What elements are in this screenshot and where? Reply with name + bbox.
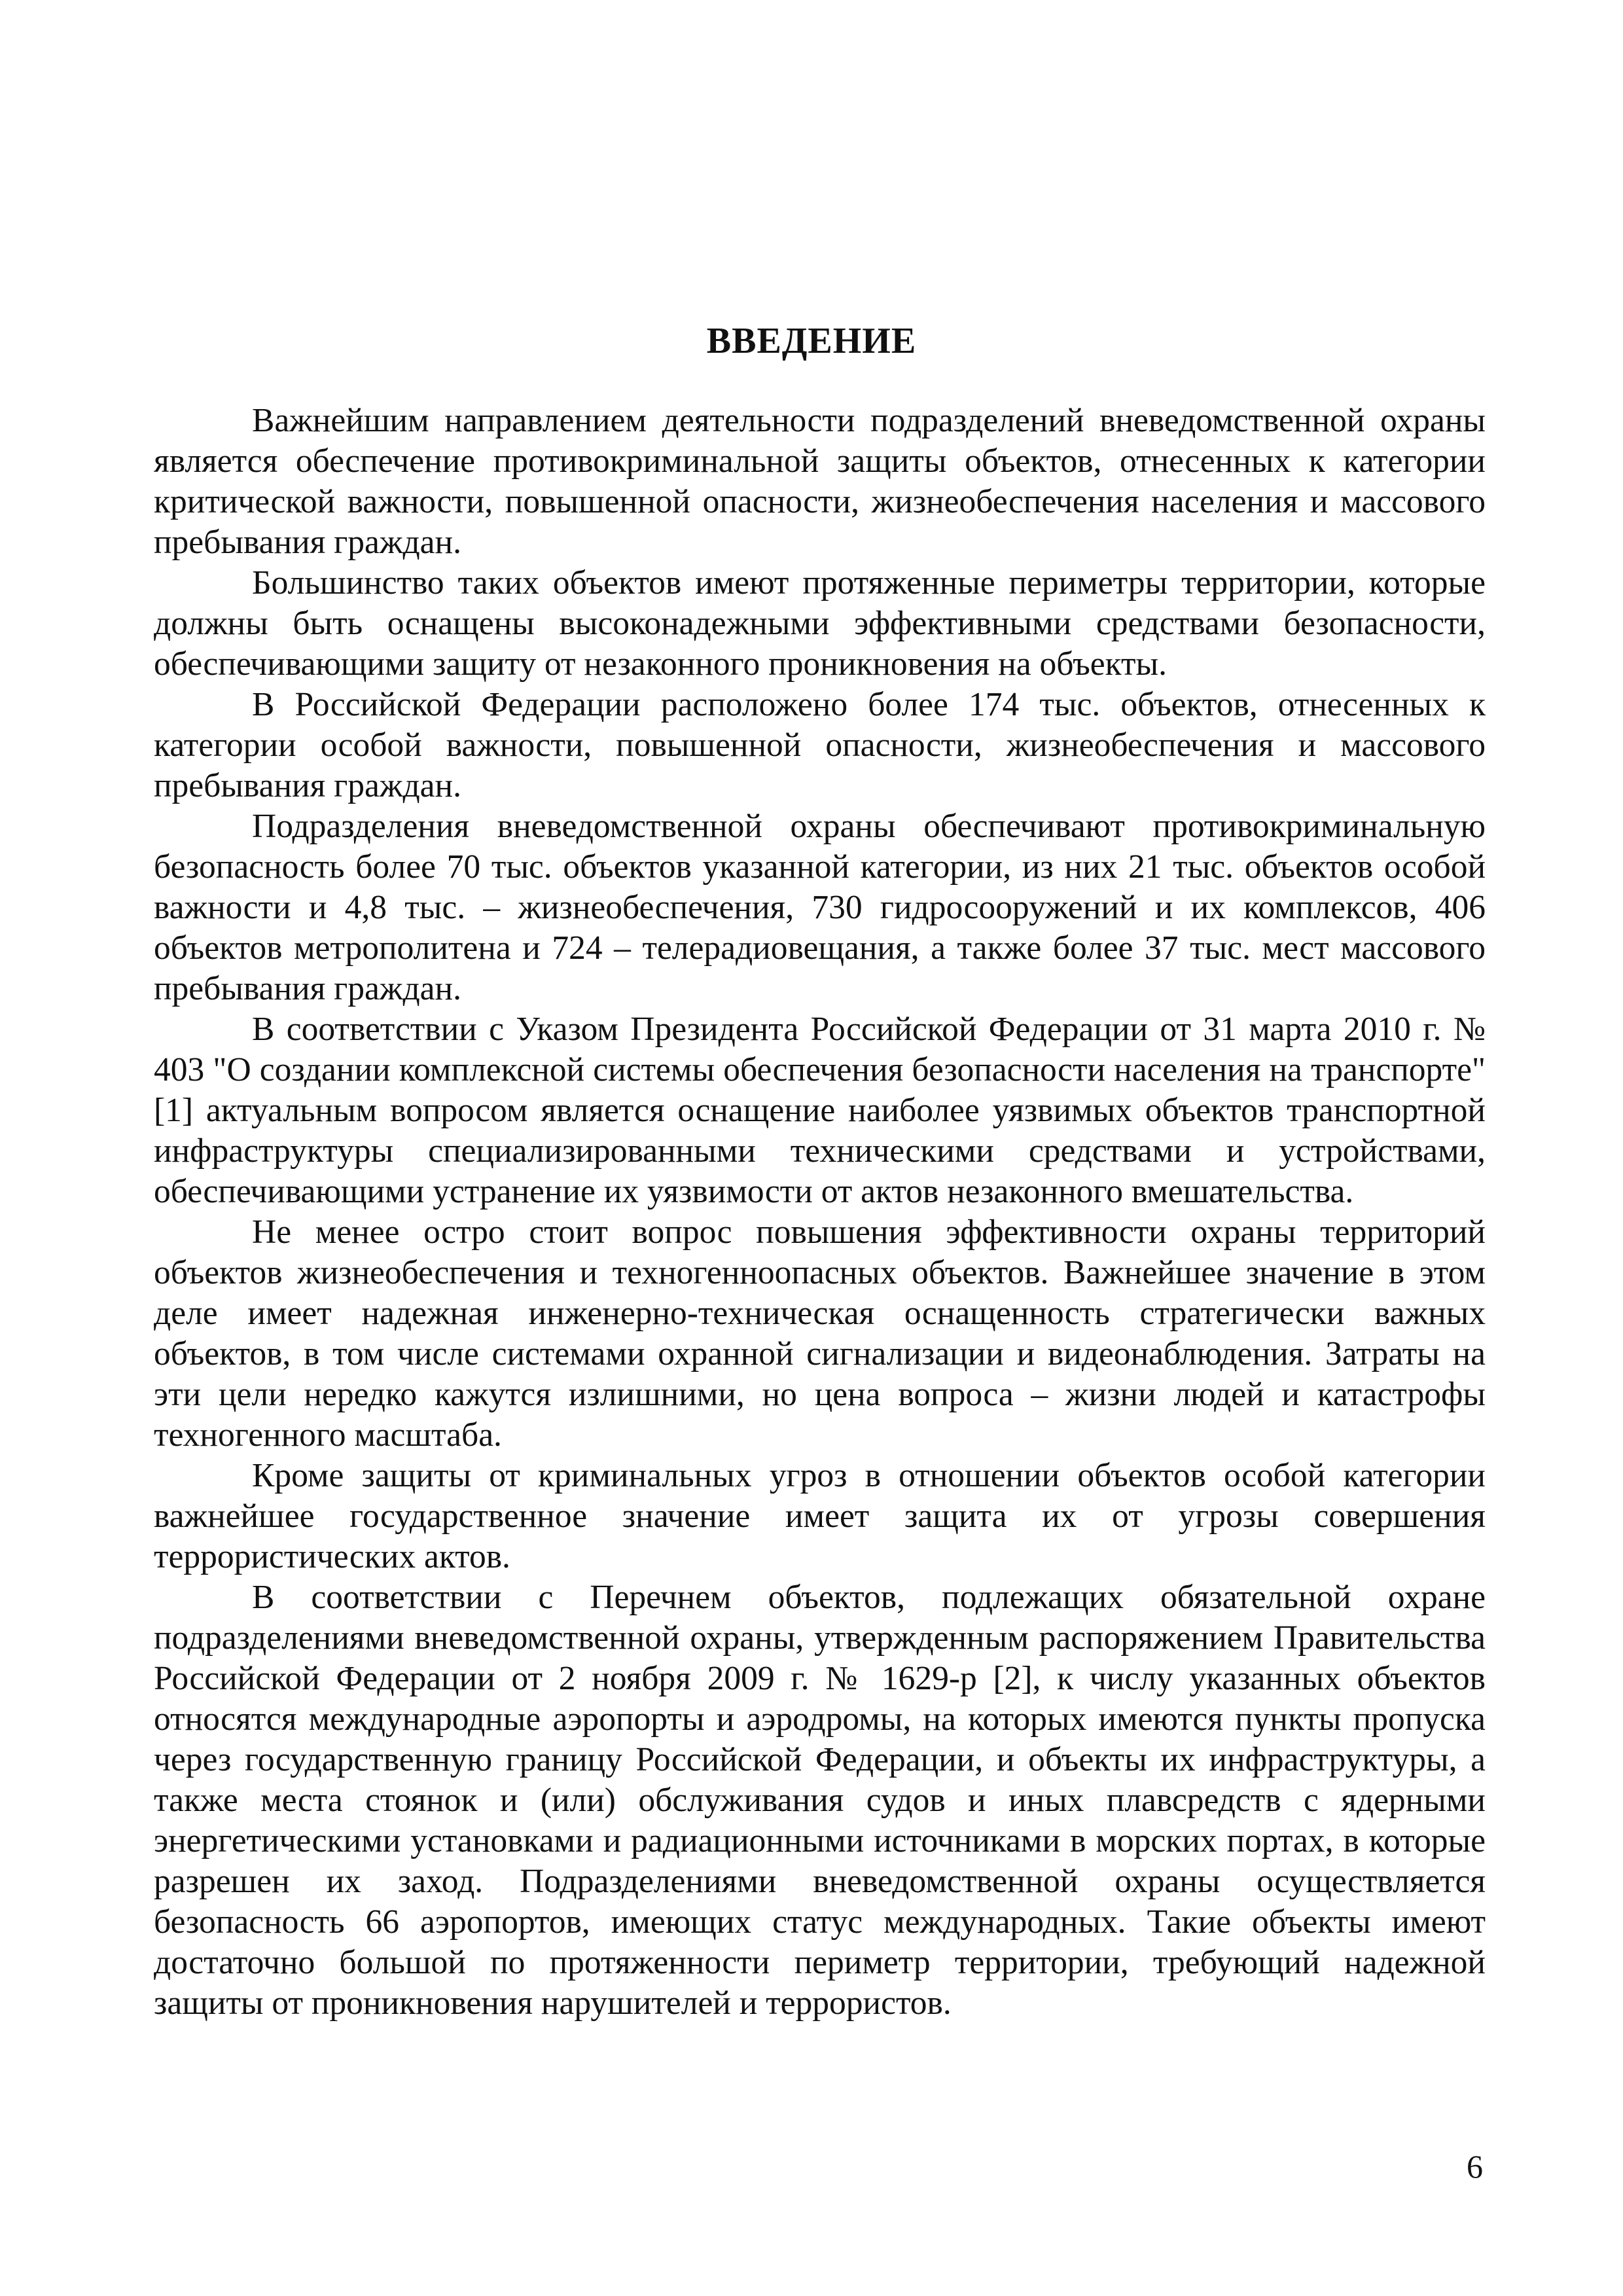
paragraph-8: В соответствии с Перечнем объектов, подлежащих обязательной охране подразделениями вневедомственной охраны, утвержденным распоряжением Правительства Российской Федерации от 2 ноября 2009 г. № 1629-р [2], к числу указанных объектов относятся международные аэропорты и аэродромы, на которых имеются пункты пропуска через государственную границу Российской Федерации, и объекты их инфраструктуры, а также места стоянок и (или) обслуживания судов и иных плавсредств с ядерными энергетическими установками и радиационными источниками в морских портах, в которые разрешен их заход. Подразделениями вневедомственной охраны осуществляется безопасность 66 аэропортов, имеющих статус международных. Такие объекты имеют достаточно большой по протяженности периметр территории, требующий надежной защиты от проникновения нарушителей и террористов. [154,1579,1486,2022]
page-title: ВВЕДЕНИЕ [706,321,917,361]
page-number: 6 [1467,2148,1483,2185]
paragraph-5: В соответствии с Указом Президента Российской Федерации от 31 марта 2010 г. № 403 "О создании комплексной системы обеспечения безопасности населения на транспорте" [1] актуальным вопросом является оснащение наиболее уязвимых объектов транспортной инфраструктуры специализированными техническими средствами и устройствами, обеспечивающими устранение их уязвимости от актов незаконного вмешательства. [154,1011,1486,1210]
body-text [154,401,1486,2024]
paragraph-4: Подразделения вневедомственной охраны обеспечивают противокриминальную безопасность более 70 тыс. объектов указанной категории, из них 21 тыс. объектов особой важности и 4,8 тыс. – жизнеобеспечения, 730 гидросооружений и их комплексов, 406 объектов метрополитена и 724 – телерадиовещания, а также более 37 тыс. мест массового пребывания граждан. [154,808,1486,1007]
paragraph-1: Важнейшим направлением деятельности подразделений вневедомственной охраны является обеспечение противокриминальной защиты объектов, отнесенных к категории критической важности, повышенной опасности, жизнеобеспечения населения и массового пребывания граждан. [154,402,1486,561]
paragraph-7: Кроме защиты от криминальных угроз в отношении объектов особой категории важнейшее государственное значение имеет защита их от угрозы совершения террористических актов. [154,1457,1486,1575]
paragraph-3: В Российской Федерации расположено более 174 тыс. объектов, отнесенных к категории особой важности, повышенной опасности, жизнеобеспечения и массового пребывания граждан. [154,686,1486,804]
paragraph-6: Не менее остро стоит вопрос повышения эффективности охраны территорий объектов жизнеобеспечения и техногенноопасных объектов. Важнейшее значение в этом деле имеет надежная инженерно-техническая оснащенность стратегически важных объектов, в том числе системами охранной сигнализации и видеонаблюдения. Затраты на эти цели нередко кажутся излишними, но цена вопроса – жизни людей и катастрофы техногенного масштаба. [154,1213,1486,1454]
paragraph-2: Большинство таких объектов имеют протяженные периметры территории, которые должны быть оснащены высоконадежными эффективными средствами безопасности, обеспечивающими защиту от незаконного проникновения на объекты. [154,564,1486,683]
